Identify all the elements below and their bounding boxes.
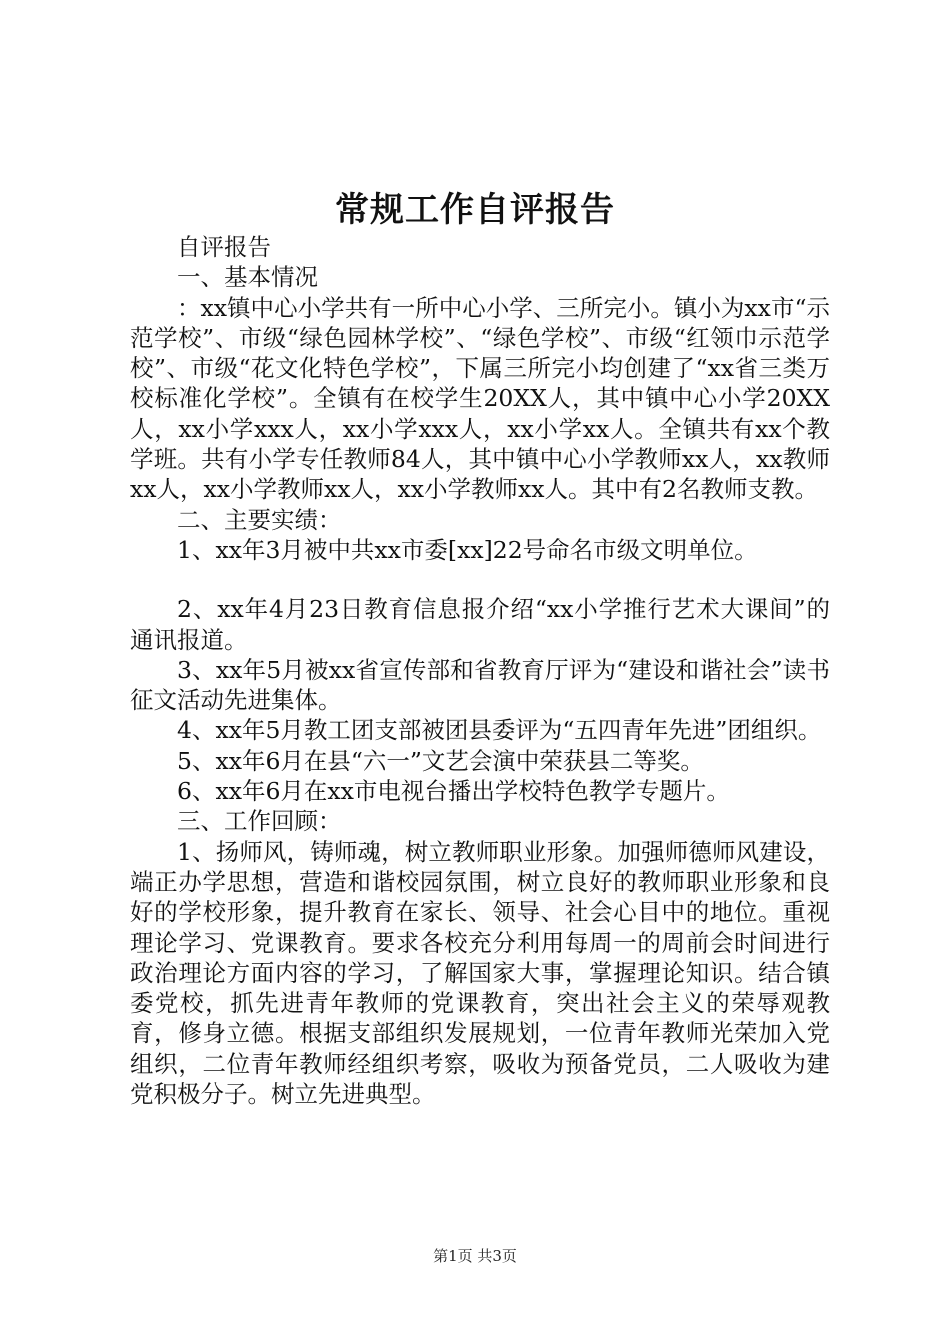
document-body (130, 232, 830, 1109)
paragraph-work-review-1: 1、扬师风，铸师魂，树立教师职业形象。加强师德师风建设，端正办学思想，营造和谐校园氛围，树立良好的教师职业形象和良好的学校形象，提升教育在家长、领导、社会心目中的地位。重视理论学习、党课教育。要求各校充分利用每周一的周前会时间进行政治理论方面内容的学习，了解国家大事，掌握理论知识。结合镇委党校，抓先进青年教师的党课教育，突出社会主义的荣辱观教育，修身立德。根据支部组织发展规划，一位青年教师光荣加入党组织，二位青年教师经组织考察，吸收为预备党员，二人吸收为建党积极分子。树立先进典型。 (130, 837, 830, 1109)
achievement-item-3: 3、xx年5月被xx省宣传部和省教育厅评为“建设和谐社会”读书征文活动先进集体。 (130, 655, 830, 715)
section-heading-work-review: 三、工作回顾： (177, 807, 342, 836)
paragraph-heading-report: 自评报告 (177, 233, 271, 261)
page-footer: 第1页 共3页 (433, 1247, 517, 1265)
achievement-item-2: 2、xx年4月23日教育信息报介绍“xx小学推行艺术大课间”的通讯报道。 (130, 595, 830, 654)
section-heading-achievements: 二、主要实绩： (177, 505, 342, 534)
paragraph-basic-situation: ：xx镇中心小学共有一所中心小学、三所完小。镇小为xx市“示范学校”、市级“绿色园林学校”、“绿色学校”、市级“红领巾示范学校”、市级“花文化特色学校”，下属三所完小均创建了“xx省三类万校标准化学校”。全镇有在校学生20XX人，其中镇中心小学20XX人，xx小学xxx人，xx小学xxx人，xx小学xx人。全镇共有xx个教学班。共有小学专任教师84人，其中镇中心小学教师xx人，xx教师xx人，xx小学教师xx人，xx小学教师xx人。其中有2名教师支教。 (130, 293, 830, 504)
achievement-item-6: 6、xx年6月在xx市电视台播出学校特色教学专题片。 (177, 777, 730, 806)
section-heading-basic-situation: 一、基本情况 (177, 263, 318, 292)
achievement-item-4: 4、xx年5月教工团支部被团县委评为“五四青年先进”团组织。 (177, 716, 822, 745)
achievement-item-1: 1、xx年3月被中共xx市委[xx]22号命名市级文明单位。 (177, 535, 758, 564)
document-title: 常规工作自评报告 (335, 190, 615, 230)
achievement-item-5: 5、xx年6月在县“六一”文艺会演中荣获县二等奖。 (177, 746, 704, 775)
